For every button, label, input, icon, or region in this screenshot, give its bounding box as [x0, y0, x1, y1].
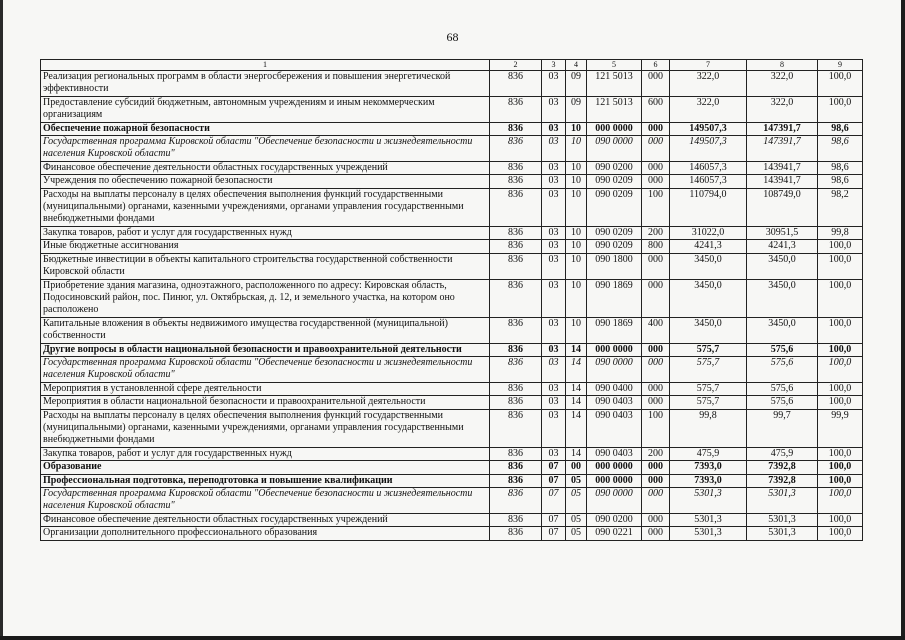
table-row: [41, 253, 863, 279]
section-code-cell: 07: [542, 513, 566, 526]
subsection-code-cell: 05: [566, 513, 587, 526]
ministry-code-cell: 836: [490, 343, 542, 356]
subsection-code-cell: 09: [566, 96, 587, 122]
expense-name-cell: Бюджетные инвестиции в объекты капитального строительства государственной собственности Кировской области: [41, 253, 490, 279]
planned-amount-cell: 575,7: [670, 396, 747, 409]
target-item-cell: 090 1869: [587, 317, 642, 343]
table-row: [41, 447, 863, 460]
execution-percent-cell: 99,9: [818, 409, 863, 447]
expense-name-cell: Организации дополнительного профессионального образования: [41, 527, 490, 540]
planned-amount-cell: 475,9: [670, 447, 747, 460]
target-item-cell: 090 0000: [587, 356, 642, 382]
target-item-cell: 090 0400: [587, 382, 642, 395]
expense-type-cell: 200: [642, 447, 670, 460]
actual-amount-cell: 143941,7: [747, 175, 818, 188]
table-row: [41, 122, 863, 135]
expense-name-cell: Государственная программа Кировской области "Обеспечение безопасности и жизнедеятельности населения Кировской области": [41, 488, 490, 514]
subsection-code-cell: 00: [566, 461, 587, 474]
expense-name-cell: Расходы на выплаты персоналу в целях обеспечения выполнения функций государственными (муниципальными) органами, казенными учреждениями, органами управления государственными внебюджетными фондами: [41, 409, 490, 447]
execution-percent-cell: 100,0: [818, 461, 863, 474]
section-code-cell: 07: [542, 474, 566, 487]
target-item-cell: 090 0403: [587, 447, 642, 460]
budget-table: [40, 59, 863, 541]
table-row: [41, 513, 863, 526]
section-code-cell: 07: [542, 461, 566, 474]
table-row: [41, 136, 863, 162]
planned-amount-cell: 575,7: [670, 343, 747, 356]
expense-type-cell: 000: [642, 382, 670, 395]
expense-name-cell: Государственная программа Кировской области "Обеспечение безопасности и жизнедеятельности населения Кировской области": [41, 136, 490, 162]
expense-type-cell: 000: [642, 396, 670, 409]
planned-amount-cell: 322,0: [670, 96, 747, 122]
expense-name-cell: Закупка товаров, работ и услуг для государственных нужд: [41, 447, 490, 460]
target-item-cell: 000 0000: [587, 474, 642, 487]
expense-name-cell: Приобретение здания магазина, одноэтажного, расположенного по адресу: Кировская область, Подосиновский район, пос. Пинюг, ул. Октябрьская, д. 12, и земельного участка, на котором оно расположено: [41, 279, 490, 317]
table-row: [41, 240, 863, 253]
target-item-cell: 090 0209: [587, 226, 642, 239]
planned-amount-cell: 322,0: [670, 71, 747, 97]
expense-type-cell: 000: [642, 253, 670, 279]
table-row: [41, 356, 863, 382]
table-row: [41, 279, 863, 317]
planned-amount-cell: 575,7: [670, 382, 747, 395]
expense-type-cell: 000: [642, 474, 670, 487]
expense-type-cell: 000: [642, 161, 670, 174]
target-item-cell: 090 0403: [587, 409, 642, 447]
target-item-cell: 090 0200: [587, 513, 642, 526]
section-code-cell: 07: [542, 488, 566, 514]
subsection-code-cell: 10: [566, 226, 587, 239]
execution-percent-cell: 100,0: [818, 279, 863, 317]
subsection-code-cell: 10: [566, 240, 587, 253]
expense-name-cell: Иные бюджетные ассигнования: [41, 240, 490, 253]
table-row: [41, 409, 863, 447]
subsection-code-cell: 10: [566, 122, 587, 135]
expense-type-cell: 000: [642, 175, 670, 188]
planned-amount-cell: 575,7: [670, 356, 747, 382]
target-item-cell: 090 0000: [587, 136, 642, 162]
actual-amount-cell: 575,6: [747, 382, 818, 395]
actual-amount-cell: 143941,7: [747, 161, 818, 174]
target-item-cell: 090 0209: [587, 240, 642, 253]
planned-amount-cell: 3450,0: [670, 279, 747, 317]
section-code-cell: 03: [542, 226, 566, 239]
execution-percent-cell: 100,0: [818, 96, 863, 122]
table-row: [41, 161, 863, 174]
expense-name-cell: Финансовое обеспечение деятельности областных государственных учреждений: [41, 161, 490, 174]
ministry-code-cell: 836: [490, 161, 542, 174]
actual-amount-cell: 5301,3: [747, 488, 818, 514]
section-code-cell: 03: [542, 409, 566, 447]
expense-name-cell: Расходы на выплаты персоналу в целях обеспечения выполнения функций государственными (муниципальными) органами, казенными учреждениями, органами управления государственными внебюджетными фондами: [41, 188, 490, 226]
planned-amount-cell: 7393,0: [670, 461, 747, 474]
subsection-code-cell: 14: [566, 382, 587, 395]
execution-percent-cell: 100,0: [818, 253, 863, 279]
ministry-code-cell: 836: [490, 474, 542, 487]
scan-border-right: [901, 0, 905, 640]
table-row: [41, 71, 863, 97]
expense-name-cell: Профессиональная подготовка, переподготовка и повышение квалификации: [41, 474, 490, 487]
actual-amount-cell: 147391,7: [747, 136, 818, 162]
table-row: [41, 461, 863, 474]
target-item-cell: 090 0209: [587, 175, 642, 188]
section-code-cell: 03: [542, 279, 566, 317]
execution-percent-cell: 100,0: [818, 240, 863, 253]
section-code-cell: 03: [542, 188, 566, 226]
expense-type-cell: 000: [642, 488, 670, 514]
planned-amount-cell: 149507,3: [670, 122, 747, 135]
ministry-code-cell: 836: [490, 317, 542, 343]
expense-name-cell: Предоставление субсидий бюджетным, автономным учреждениям и иным некоммерческим организациям: [41, 96, 490, 122]
execution-percent-cell: 100,0: [818, 343, 863, 356]
target-item-cell: 090 0221: [587, 527, 642, 540]
target-item-cell: 000 0000: [587, 122, 642, 135]
target-item-cell: 090 0200: [587, 161, 642, 174]
execution-percent-cell: 100,0: [818, 356, 863, 382]
column-number: 5: [587, 60, 642, 71]
ministry-code-cell: 836: [490, 527, 542, 540]
ministry-code-cell: 836: [490, 461, 542, 474]
section-code-cell: 03: [542, 122, 566, 135]
table-row: [41, 527, 863, 540]
subsection-code-cell: 10: [566, 175, 587, 188]
expense-type-cell: 000: [642, 71, 670, 97]
expense-name-cell: Мероприятия в установленной сфере деятельности: [41, 382, 490, 395]
planned-amount-cell: 149507,3: [670, 136, 747, 162]
ministry-code-cell: 836: [490, 226, 542, 239]
expense-name-cell: Государственная программа Кировской области "Обеспечение безопасности и жизнедеятельности населения Кировской области": [41, 356, 490, 382]
expense-type-cell: 800: [642, 240, 670, 253]
actual-amount-cell: 30951,5: [747, 226, 818, 239]
scan-border-bottom: [0, 636, 905, 640]
expense-type-cell: 000: [642, 279, 670, 317]
scan-border-left: [0, 0, 3, 640]
target-item-cell: 121 5013: [587, 71, 642, 97]
subsection-code-cell: 05: [566, 488, 587, 514]
ministry-code-cell: 836: [490, 488, 542, 514]
table-body: [41, 71, 863, 541]
planned-amount-cell: 5301,3: [670, 488, 747, 514]
actual-amount-cell: 7392,8: [747, 461, 818, 474]
target-item-cell: 090 1869: [587, 279, 642, 317]
ministry-code-cell: 836: [490, 136, 542, 162]
column-number: 3: [542, 60, 566, 71]
section-code-cell: 03: [542, 240, 566, 253]
ministry-code-cell: 836: [490, 188, 542, 226]
actual-amount-cell: 5301,3: [747, 513, 818, 526]
column-number: 2: [490, 60, 542, 71]
section-code-cell: 03: [542, 317, 566, 343]
section-code-cell: 03: [542, 96, 566, 122]
table-row: [41, 226, 863, 239]
expense-type-cell: 000: [642, 356, 670, 382]
table-row: [41, 317, 863, 343]
column-number: 4: [566, 60, 587, 71]
planned-amount-cell: 146057,3: [670, 175, 747, 188]
expense-type-cell: 000: [642, 122, 670, 135]
actual-amount-cell: 3450,0: [747, 253, 818, 279]
subsection-code-cell: 10: [566, 253, 587, 279]
actual-amount-cell: 5301,3: [747, 527, 818, 540]
column-number: 7: [670, 60, 747, 71]
section-code-cell: 03: [542, 382, 566, 395]
table-row: [41, 382, 863, 395]
actual-amount-cell: 3450,0: [747, 279, 818, 317]
section-code-cell: 03: [542, 175, 566, 188]
planned-amount-cell: 146057,3: [670, 161, 747, 174]
table-row: [41, 343, 863, 356]
section-code-cell: 03: [542, 356, 566, 382]
target-item-cell: 090 0000: [587, 488, 642, 514]
execution-percent-cell: 98,6: [818, 175, 863, 188]
expense-type-cell: 100: [642, 188, 670, 226]
subsection-code-cell: 10: [566, 279, 587, 317]
execution-percent-cell: 100,0: [818, 382, 863, 395]
actual-amount-cell: 322,0: [747, 71, 818, 97]
execution-percent-cell: 100,0: [818, 513, 863, 526]
expense-type-cell: 000: [642, 513, 670, 526]
ministry-code-cell: 836: [490, 279, 542, 317]
expense-type-cell: 400: [642, 317, 670, 343]
subsection-code-cell: 14: [566, 356, 587, 382]
planned-amount-cell: 3450,0: [670, 253, 747, 279]
expense-type-cell: 100: [642, 409, 670, 447]
subsection-code-cell: 10: [566, 136, 587, 162]
actual-amount-cell: 99,7: [747, 409, 818, 447]
actual-amount-cell: 4241,3: [747, 240, 818, 253]
execution-percent-cell: 100,0: [818, 474, 863, 487]
execution-percent-cell: 98,6: [818, 161, 863, 174]
execution-percent-cell: 100,0: [818, 527, 863, 540]
section-code-cell: 03: [542, 136, 566, 162]
expense-name-cell: Финансовое обеспечение деятельности областных государственных учреждений: [41, 513, 490, 526]
subsection-code-cell: 05: [566, 474, 587, 487]
actual-amount-cell: 3450,0: [747, 317, 818, 343]
subsection-code-cell: 10: [566, 317, 587, 343]
expense-type-cell: 000: [642, 343, 670, 356]
actual-amount-cell: 575,6: [747, 396, 818, 409]
section-code-cell: 03: [542, 447, 566, 460]
target-item-cell: 121 5013: [587, 96, 642, 122]
execution-percent-cell: 99,8: [818, 226, 863, 239]
planned-amount-cell: 31022,0: [670, 226, 747, 239]
execution-percent-cell: 98,6: [818, 136, 863, 162]
subsection-code-cell: 05: [566, 527, 587, 540]
expense-name-cell: Закупка товаров, работ и услуг для государственных нужд: [41, 226, 490, 239]
ministry-code-cell: 836: [490, 253, 542, 279]
ministry-code-cell: 836: [490, 240, 542, 253]
actual-amount-cell: 575,6: [747, 356, 818, 382]
ministry-code-cell: 836: [490, 175, 542, 188]
planned-amount-cell: 5301,3: [670, 527, 747, 540]
expense-name-cell: Капитальные вложения в объекты недвижимого имущества государственной (муниципальной) собственности: [41, 317, 490, 343]
actual-amount-cell: 575,6: [747, 343, 818, 356]
table-row: [41, 175, 863, 188]
actual-amount-cell: 147391,7: [747, 122, 818, 135]
column-number-row: [41, 60, 863, 71]
expense-type-cell: 000: [642, 136, 670, 162]
expense-type-cell: 600: [642, 96, 670, 122]
ministry-code-cell: 836: [490, 356, 542, 382]
expense-type-cell: 200: [642, 226, 670, 239]
section-code-cell: 03: [542, 396, 566, 409]
expense-type-cell: 000: [642, 461, 670, 474]
subsection-code-cell: 14: [566, 396, 587, 409]
column-number: 6: [642, 60, 670, 71]
execution-percent-cell: 100,0: [818, 71, 863, 97]
target-item-cell: 090 0209: [587, 188, 642, 226]
subsection-code-cell: 14: [566, 447, 587, 460]
ministry-code-cell: 836: [490, 122, 542, 135]
table-row: [41, 474, 863, 487]
table-row: [41, 488, 863, 514]
planned-amount-cell: 110794,0: [670, 188, 747, 226]
section-code-cell: 03: [542, 161, 566, 174]
section-code-cell: 03: [542, 343, 566, 356]
table-row: [41, 188, 863, 226]
section-code-cell: 07: [542, 527, 566, 540]
execution-percent-cell: 100,0: [818, 317, 863, 343]
expense-name-cell: Образование: [41, 461, 490, 474]
execution-percent-cell: 100,0: [818, 488, 863, 514]
target-item-cell: 000 0000: [587, 461, 642, 474]
column-number: 8: [747, 60, 818, 71]
ministry-code-cell: 836: [490, 396, 542, 409]
ministry-code-cell: 836: [490, 447, 542, 460]
ministry-code-cell: 836: [490, 409, 542, 447]
execution-percent-cell: 100,0: [818, 447, 863, 460]
actual-amount-cell: 322,0: [747, 96, 818, 122]
planned-amount-cell: 99,8: [670, 409, 747, 447]
expense-type-cell: 000: [642, 527, 670, 540]
actual-amount-cell: 7392,8: [747, 474, 818, 487]
target-item-cell: 090 0403: [587, 396, 642, 409]
expense-name-cell: Реализация региональных программ в области энергосбережения и повышения энергетической эффективности: [41, 71, 490, 97]
actual-amount-cell: 475,9: [747, 447, 818, 460]
expense-name-cell: Мероприятия в области национальной безопасности и правоохранительной деятельности: [41, 396, 490, 409]
planned-amount-cell: 5301,3: [670, 513, 747, 526]
column-number: 9: [818, 60, 863, 71]
subsection-code-cell: 10: [566, 188, 587, 226]
target-item-cell: 000 0000: [587, 343, 642, 356]
execution-percent-cell: 98,2: [818, 188, 863, 226]
ministry-code-cell: 836: [490, 382, 542, 395]
expense-name-cell: Учреждения по обеспечению пожарной безопасности: [41, 175, 490, 188]
execution-percent-cell: 98,6: [818, 122, 863, 135]
ministry-code-cell: 836: [490, 71, 542, 97]
ministry-code-cell: 836: [490, 513, 542, 526]
table-row: [41, 96, 863, 122]
subsection-code-cell: 10: [566, 161, 587, 174]
subsection-code-cell: 09: [566, 71, 587, 97]
section-code-cell: 03: [542, 71, 566, 97]
target-item-cell: 090 1800: [587, 253, 642, 279]
planned-amount-cell: 4241,3: [670, 240, 747, 253]
actual-amount-cell: 108749,0: [747, 188, 818, 226]
column-number: 1: [41, 60, 490, 71]
expense-name-cell: Обеспечение пожарной безопасности: [41, 122, 490, 135]
execution-percent-cell: 100,0: [818, 396, 863, 409]
subsection-code-cell: 14: [566, 409, 587, 447]
section-code-cell: 03: [542, 253, 566, 279]
ministry-code-cell: 836: [490, 96, 542, 122]
planned-amount-cell: 7393,0: [670, 474, 747, 487]
planned-amount-cell: 3450,0: [670, 317, 747, 343]
table-row: [41, 396, 863, 409]
subsection-code-cell: 14: [566, 343, 587, 356]
expense-name-cell: Другие вопросы в области национальной безопасности и правоохранительной деятельности: [41, 343, 490, 356]
page-number: 68: [446, 30, 459, 44]
